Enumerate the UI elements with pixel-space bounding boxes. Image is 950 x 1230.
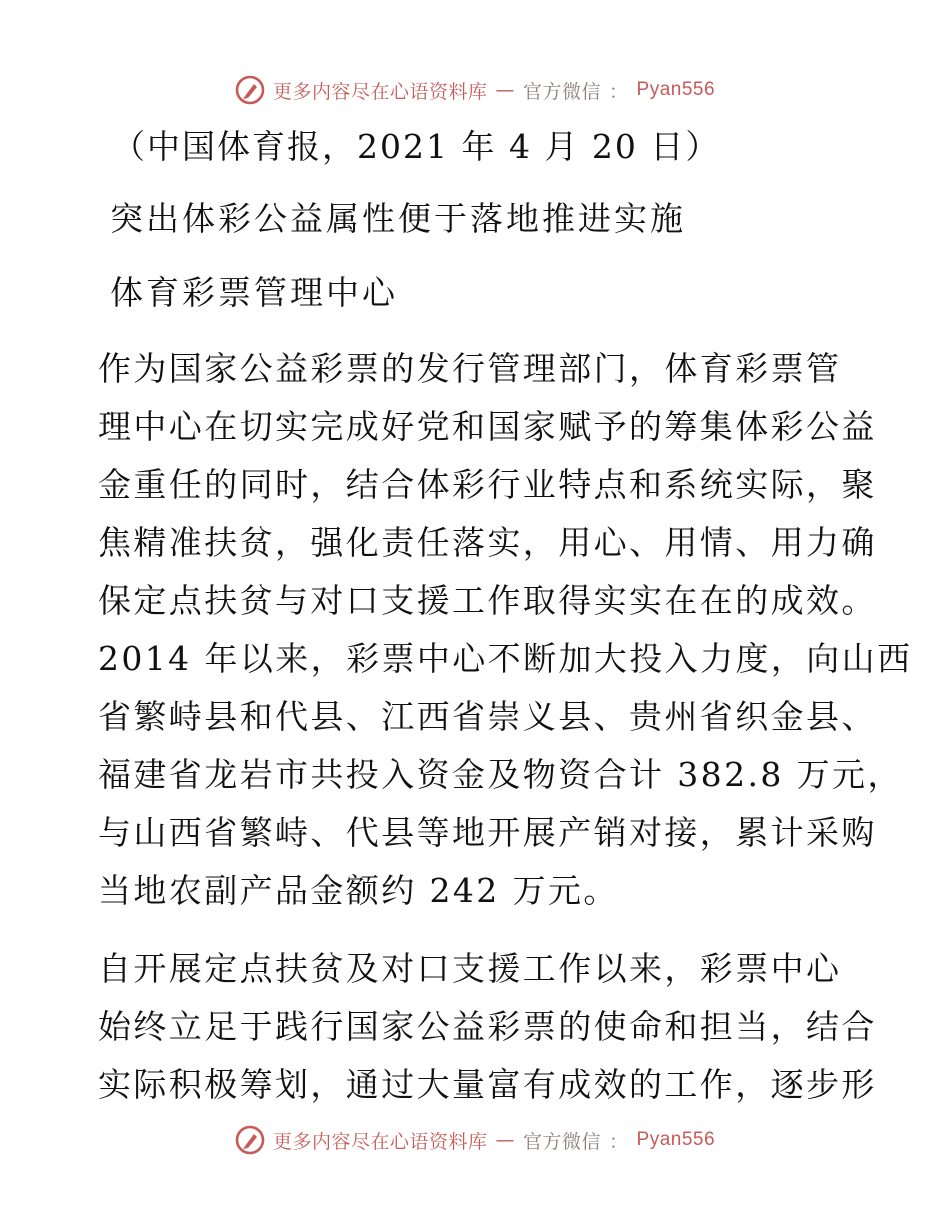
article-author: 体育彩票管理中心 <box>110 273 398 312</box>
paragraph-line: 作为国家公益彩票的发行管理部门，体育彩票管 <box>98 349 842 388</box>
watermark-account: Pyan556 <box>636 79 716 100</box>
paragraph-line: 金重任的同时，结合体彩行业特点和系统实际，聚 <box>98 465 877 504</box>
paragraph-line: 始终立足于践行国家公益彩票的使命和担当，结合 <box>98 1007 877 1046</box>
paragraph-line: 保定点扶贫与对口支援工作取得实实在在的成效。 <box>98 581 877 620</box>
watermark-text: 更多内容尽在心语资料库 <box>272 1130 488 1153</box>
paragraph-line: 省繁峙县和代县、江西省崇义县、贵州省织金县、 <box>98 697 877 736</box>
watermark-colon: ： <box>609 1130 629 1153</box>
watermark-official-label: 官方微信 <box>522 1130 601 1153</box>
watermark-colon: ： <box>609 80 629 103</box>
watermark-separator: — <box>495 1129 515 1151</box>
paragraph-line: 2014 年以来，彩票中心不断加大投入力度，向山西 <box>98 639 913 678</box>
watermark-separator: — <box>495 79 515 101</box>
paragraph-line: 实际积极筹划，通过大量富有成效的工作，逐步形 <box>98 1065 877 1104</box>
watermark-text: 更多内容尽在心语资料库 <box>272 80 488 103</box>
paragraph-2 <box>98 940 877 1114</box>
paragraph-line: 当地农副产品金额约 242 万元。 <box>98 871 619 910</box>
watermark-top <box>0 70 950 110</box>
paragraph-line: 福建省龙岩市共投入资金及物资合计 382.8 万元， <box>98 755 903 794</box>
pen-nib-circle-icon <box>235 75 265 105</box>
dateline: （中国体育报，2021 年 4 月 20 日） <box>112 127 721 166</box>
paragraph-line: 与山西省繁峙、代县等地开展产销对接，累计采购 <box>98 813 877 852</box>
article-heading: 突出体彩公益属性便于落地推进实施 <box>110 199 686 238</box>
watermark-official-label: 官方微信 <box>522 80 601 103</box>
paragraph-1 <box>98 340 913 920</box>
paragraph-line: 理中心在切实完成好党和国家赋予的筹集体彩公益 <box>98 407 877 446</box>
paragraph-line: 焦精准扶贫，强化责任落实，用心、用情、用力确 <box>98 523 877 562</box>
watermark-account: Pyan556 <box>636 1129 716 1150</box>
watermark-bottom <box>0 1120 950 1160</box>
pen-nib-circle-icon <box>235 1125 265 1155</box>
paragraph-line: 自开展定点扶贫及对口支援工作以来，彩票中心 <box>98 949 842 988</box>
